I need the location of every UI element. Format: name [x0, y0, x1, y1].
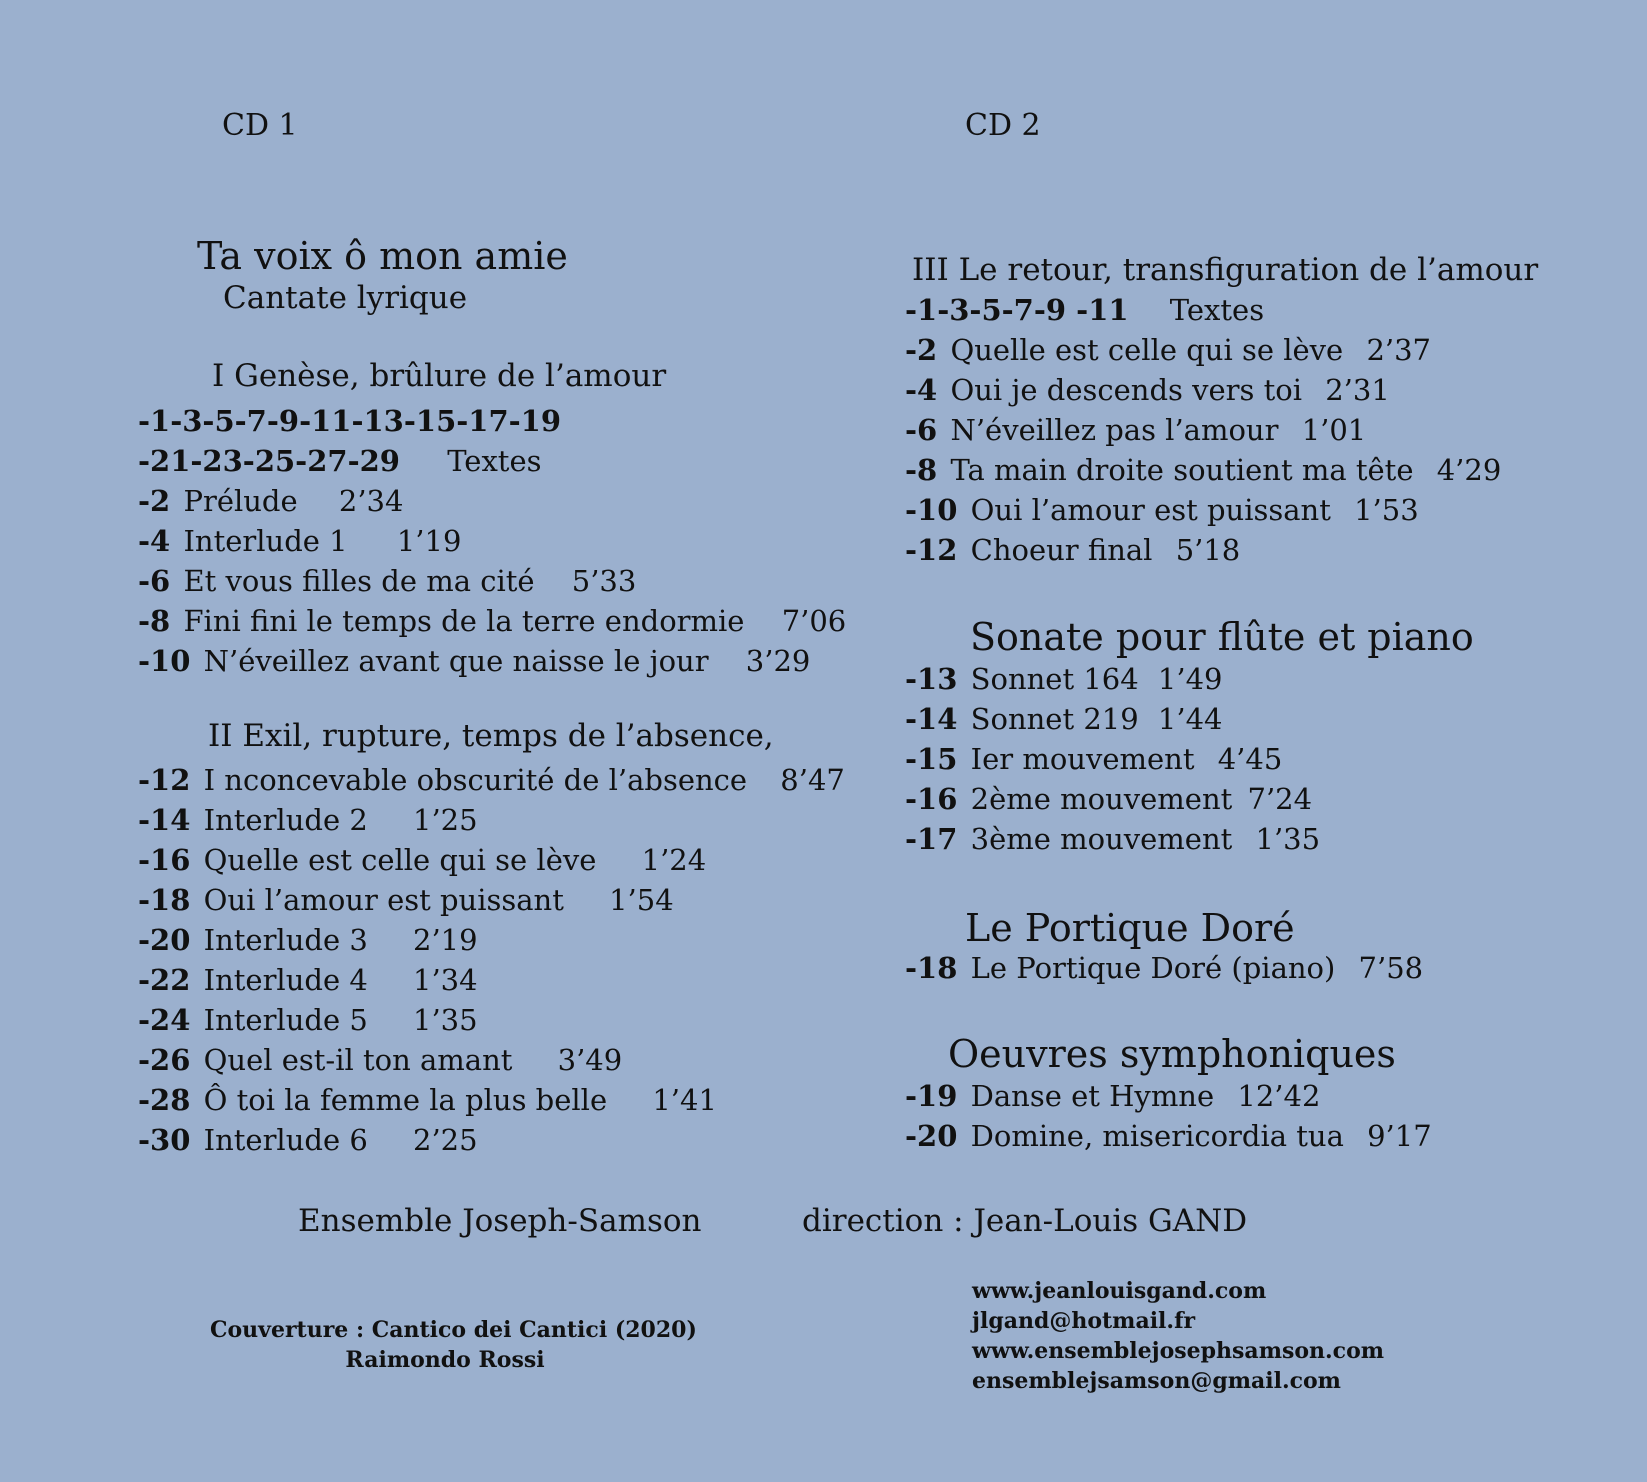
- texts-row: [138, 441, 846, 481]
- track-name: Ier mouvement: [970, 742, 1195, 776]
- track-row: [905, 330, 1501, 370]
- track-row: [138, 521, 846, 561]
- track-row: [905, 699, 1320, 739]
- track-name: Interlude 5: [203, 1003, 368, 1037]
- track-row: [138, 800, 845, 840]
- track-duration: 1’35: [413, 1003, 478, 1037]
- track-duration: 1’01: [1301, 413, 1367, 447]
- work-subtitle-cd1: Cantate lyrique: [223, 280, 468, 316]
- track-row: [905, 370, 1501, 410]
- track-name: N’éveillez avant que naisse le jour: [203, 644, 709, 678]
- track-row: [905, 1076, 1432, 1116]
- track-duration: 1’44: [1157, 702, 1223, 736]
- track-name: Interlude 3: [203, 923, 368, 957]
- track-row: [138, 641, 846, 681]
- track-number: -15: [905, 742, 958, 776]
- track-duration: 3’49: [557, 1043, 623, 1077]
- symphonic-tracklist: [905, 1076, 1432, 1156]
- part3-title: III Le retour, transfiguration de l’amour: [912, 252, 1539, 288]
- track-number: -2: [905, 333, 938, 367]
- track-duration: 1’41: [652, 1083, 717, 1117]
- portique-tracklist: [905, 948, 1423, 988]
- track-name: Ta main droite soutient ma tête: [950, 453, 1414, 487]
- track-duration: 1’35: [1255, 822, 1321, 856]
- track-name: Oui je descends vers toi: [950, 373, 1303, 407]
- track-duration: 8’47: [780, 763, 845, 797]
- track-duration: 1’24: [641, 843, 707, 877]
- track-number: -4: [905, 373, 938, 407]
- track-name: Quelle est celle qui se lève: [203, 843, 597, 877]
- part1-tracklist: [138, 401, 846, 681]
- email-link[interactable]: jlgand@hotmail.fr: [972, 1308, 1196, 1334]
- track-number: -18: [138, 883, 191, 917]
- track-number: -12: [138, 763, 191, 797]
- track-row: [138, 1080, 845, 1120]
- work-title-cd1: Ta voix ô mon amie: [197, 234, 568, 278]
- track-row: [138, 920, 845, 960]
- track-duration: 7’24: [1247, 782, 1313, 816]
- track-name: N’éveillez pas l’amour: [950, 413, 1279, 447]
- track-name: Oui l’amour est puissant: [970, 493, 1331, 527]
- track-row: [138, 960, 845, 1000]
- track-name: Interlude 2: [203, 803, 368, 837]
- track-duration: 2’37: [1366, 333, 1432, 367]
- track-row: [905, 659, 1320, 699]
- part2-tracklist: [138, 760, 845, 1160]
- part2-title: II Exil, rupture, temps de l’absence,: [208, 718, 774, 754]
- track-number: -30: [138, 1123, 191, 1157]
- track-number: -4: [138, 524, 171, 558]
- track-duration: 3’29: [745, 644, 811, 678]
- track-number: -16: [138, 843, 191, 877]
- track-name: I nconcevable obscurité de l’absence: [203, 763, 748, 797]
- track-duration: 1’49: [1157, 662, 1223, 696]
- direction-credit: direction : Jean-Louis GAND: [802, 1203, 1248, 1239]
- track-name: Et vous filles de ma cité: [183, 564, 535, 598]
- track-duration: 9’17: [1367, 1119, 1432, 1153]
- track-number: -19: [905, 1079, 958, 1113]
- track-number: -6: [905, 413, 938, 447]
- track-duration: 1’53: [1354, 493, 1419, 527]
- website-link[interactable]: www.ensemblejosephsamson.com: [972, 1338, 1385, 1364]
- track-number: -20: [138, 923, 191, 957]
- track-row: [905, 739, 1320, 779]
- texts-row: [138, 401, 846, 441]
- texts-numbers-line1: -1-3-5-7-9-11-13-15-17-19: [138, 404, 562, 438]
- track-duration: 2’34: [338, 484, 404, 518]
- track-number: -13: [905, 662, 958, 696]
- website-link[interactable]: www.jeanlouisgand.com: [972, 1278, 1267, 1304]
- track-duration: 1’19: [396, 524, 462, 558]
- cover-line1: Couverture : Cantico dei Cantici (2020): [210, 1317, 697, 1343]
- track-row: [138, 880, 845, 920]
- track-name: Le Portique Doré (piano): [970, 951, 1336, 985]
- sonata-title: Sonate pour flûte et piano: [970, 615, 1474, 659]
- track-number: -16: [905, 782, 958, 816]
- track-row: [138, 760, 845, 800]
- track-row: [138, 561, 846, 601]
- track-name: Oui l’amour est puissant: [203, 883, 564, 917]
- track-name: 3ème mouvement: [970, 822, 1233, 856]
- track-number: -20: [905, 1119, 958, 1153]
- track-row: [138, 481, 846, 521]
- track-name: Choeur final: [970, 533, 1153, 567]
- track-duration: 1’34: [413, 963, 478, 997]
- contacts-block: [972, 1276, 1384, 1396]
- track-number: -8: [905, 453, 938, 487]
- track-name: Prélude: [183, 484, 298, 518]
- texts-row: [905, 290, 1501, 330]
- track-number: -14: [905, 702, 958, 736]
- track-name: Danse et Hymne: [970, 1079, 1215, 1113]
- track-row: [905, 490, 1501, 530]
- track-duration: 2’19: [413, 923, 478, 957]
- track-duration: 5’33: [571, 564, 637, 598]
- track-duration: 2’31: [1325, 373, 1390, 407]
- track-number: -17: [905, 822, 958, 856]
- track-number: -24: [138, 1003, 191, 1037]
- track-row: [138, 1040, 845, 1080]
- track-row: [905, 948, 1423, 988]
- track-number: -22: [138, 963, 191, 997]
- track-name: Interlude 1: [183, 524, 348, 558]
- track-row: [905, 410, 1501, 450]
- track-number: -8: [138, 604, 171, 638]
- track-number: -26: [138, 1043, 191, 1077]
- track-duration: 1’25: [413, 803, 478, 837]
- track-name: Quel est-il ton amant: [203, 1043, 513, 1077]
- track-row: [138, 601, 846, 641]
- track-row: [138, 1000, 845, 1040]
- part3-tracklist: [905, 290, 1501, 570]
- track-row: [138, 1120, 845, 1160]
- track-name: Ô toi la femme la plus belle: [203, 1083, 608, 1117]
- track-number: -14: [138, 803, 191, 837]
- track-name: Quelle est celle qui se lève: [950, 333, 1344, 367]
- track-name: Domine, misericordia tua: [970, 1119, 1344, 1153]
- track-duration: 1’54: [609, 883, 674, 917]
- cover-line2: Raimondo Rossi: [345, 1347, 545, 1373]
- track-number: -10: [905, 493, 958, 527]
- ensemble-credit: Ensemble Joseph-Samson: [298, 1203, 702, 1239]
- track-duration: 2’25: [413, 1123, 478, 1157]
- track-row: [905, 819, 1320, 859]
- texts-numbers: -1-3-5-7-9 -11: [905, 293, 1129, 327]
- track-duration: 4’45: [1217, 742, 1283, 776]
- sonata-tracklist: [905, 659, 1320, 859]
- track-name: Interlude 4: [203, 963, 368, 997]
- texts-label: Textes: [1169, 293, 1265, 327]
- cover-credit: [210, 1315, 697, 1375]
- track-name: Sonnet 219: [970, 702, 1139, 736]
- track-row: [905, 1116, 1432, 1156]
- track-number: -18: [905, 951, 958, 985]
- track-number: -2: [138, 484, 171, 518]
- track-number: -12: [905, 533, 958, 567]
- symphonic-title: Oeuvres symphoniques: [948, 1032, 1396, 1076]
- texts-label: Textes: [447, 444, 542, 478]
- track-row: [138, 840, 845, 880]
- track-number: -6: [138, 564, 171, 598]
- email-link[interactable]: ensemblejsamson@gmail.com: [972, 1368, 1341, 1394]
- track-name: Interlude 6: [203, 1123, 368, 1157]
- track-row: [905, 779, 1320, 819]
- track-row: [905, 530, 1501, 570]
- cd2-label: CD 2: [965, 108, 1041, 143]
- portique-title: Le Portique Doré: [965, 906, 1295, 950]
- track-number: -28: [138, 1083, 191, 1117]
- track-row: [905, 450, 1501, 490]
- track-name: 2ème mouvement: [970, 782, 1233, 816]
- track-name: Fini fini le temps de la terre endormie: [183, 604, 745, 638]
- track-duration: 7’58: [1358, 951, 1424, 985]
- cd1-label: CD 1: [222, 108, 298, 143]
- texts-numbers-line2: -21-23-25-27-29: [138, 444, 400, 478]
- track-name: Sonnet 164: [970, 662, 1139, 696]
- track-number: -10: [138, 644, 191, 678]
- part1-title: I Genèse, brûlure de l’amour: [212, 358, 667, 394]
- track-duration: 12’42: [1237, 1079, 1321, 1113]
- track-duration: 5’18: [1175, 533, 1241, 567]
- track-duration: 4’29: [1436, 453, 1502, 487]
- track-duration: 7’06: [781, 604, 847, 638]
